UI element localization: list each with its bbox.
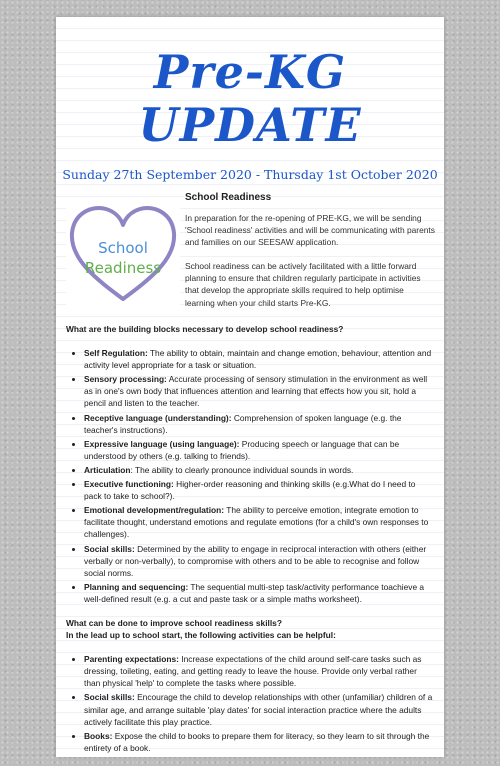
list-item-term: Sensory processing:	[84, 374, 167, 385]
section-title: School Readiness	[185, 192, 272, 203]
list-item	[84, 730, 434, 754]
building-blocks-list	[66, 347, 434, 605]
list-item-text: The ability to perceive emotion, integrate emotion to facilitate thought, understand emotions and regulate emotions (for a child's own responses to challenges).	[84, 505, 429, 540]
list-item	[84, 504, 434, 540]
newsletter-title-line2: UPDATE	[138, 98, 362, 152]
article-body	[66, 323, 434, 766]
list-item	[84, 438, 434, 462]
list-item	[84, 691, 434, 727]
list-item-text: Encourage the child to develop relationships with other (unfamiliar) children of a similar age, and arrange suitable 'play dates' for social interaction practice where the adults actively facilitate this play practice.	[84, 692, 433, 727]
list-item	[84, 581, 434, 605]
list-item-text: Increase expectations of the child around self-care tasks such as dressing, toileting, eating, and getting ready to leave the house. Provide only verbal rather than physical 'help' to complete the tasks where possible.	[84, 654, 422, 689]
list-item	[84, 464, 434, 476]
list-item-text: Determined by the ability to engage in reciprocal interaction with others (either verbally or non-verbally), to compromise with others and to be able to recognise and follow social norms.	[84, 543, 427, 578]
heart-icon	[66, 197, 180, 310]
list-item	[84, 412, 434, 436]
list-item	[84, 347, 434, 371]
improve-question	[66, 617, 434, 641]
list-item	[84, 373, 434, 409]
list-item-text: Producing speech or language that can be understood by others (e.g. talking to friends).	[84, 438, 400, 461]
list-item-text: The ability to obtain, maintain and change emotion, behaviour, attention and activity level appropriate for a task or situation.	[84, 348, 432, 371]
date-range: Sunday 27th September 2020 - Thursday 1st October 2020	[62, 167, 438, 182]
list-item-term: Expressive language (using language):	[84, 438, 240, 449]
list-item	[84, 478, 434, 502]
intro-text	[185, 212, 435, 321]
image-text-readiness: Readiness	[84, 259, 162, 277]
list-item-term: Parenting expectations:	[84, 654, 179, 665]
newsletter-title-line1: Pre-KG	[153, 45, 347, 99]
improve-list	[66, 653, 434, 754]
list-item-text: Comprehension of spoken language (e.g. the teacher's instructions).	[84, 412, 402, 435]
list-item-text: Accurate processing of sensory stimulation in the environment as well as in one's own body that influences attention and learning that effects how you sit, hold a pencil and listen to the teacher.	[84, 374, 428, 409]
intro-paragraph: In preparation for the re-opening of PRE-KG, we will be sending 'School readiness' activities and will be communicating with parents and families on our SEESAW application.	[185, 213, 435, 248]
list-item	[84, 543, 434, 579]
improve-question-line1: What can be done to improve school readiness skills?	[66, 617, 282, 628]
list-item-term: Emotional development/regulation:	[84, 505, 225, 516]
list-item-term: Self Regulation:	[84, 348, 148, 359]
list-item-term: Receptive language (understanding):	[84, 412, 232, 423]
list-item-term: Social skills:	[84, 692, 135, 703]
list-item-term: Books:	[84, 730, 113, 741]
list-item-text: : The ability to clearly pronounce individual sounds in words.	[130, 464, 354, 475]
list-item-term: Executive functioning:	[84, 479, 174, 490]
list-item-text: The sequential multi-step task/activity performance toachieve a well-defined result (e.g. a cut and paste task or a simple maths worksheet).	[84, 581, 425, 604]
list-item-term: Planning and sequencing:	[84, 581, 189, 592]
list-item-text: Expose the child to books to prepare them for literacy, so they learn to sit through the entirety of a book.	[84, 730, 430, 753]
building-blocks-question: What are the building blocks necessary to develop school readiness?	[66, 324, 344, 334]
image-text-school: School	[98, 239, 148, 257]
list-item	[84, 653, 434, 689]
newsletter-page	[56, 17, 444, 757]
school-readiness-image	[66, 197, 180, 310]
list-item-term: Social skills:	[84, 543, 135, 554]
improve-question-line2: In the lead up to school start, the following activities can be helpful:	[66, 630, 336, 641]
list-item-text: Higher-order reasoning and thinking skills (e.g.What do I need to pack to take to school?).	[84, 479, 416, 502]
list-item-term: Articulation	[84, 464, 131, 475]
intro-paragraph: School readiness can be actively facilitated with a little forward planning to ensure that children regularly participate in activities that develop the appropriate skills required to help optimise learning when your child starts Pre-KG.	[185, 261, 421, 308]
